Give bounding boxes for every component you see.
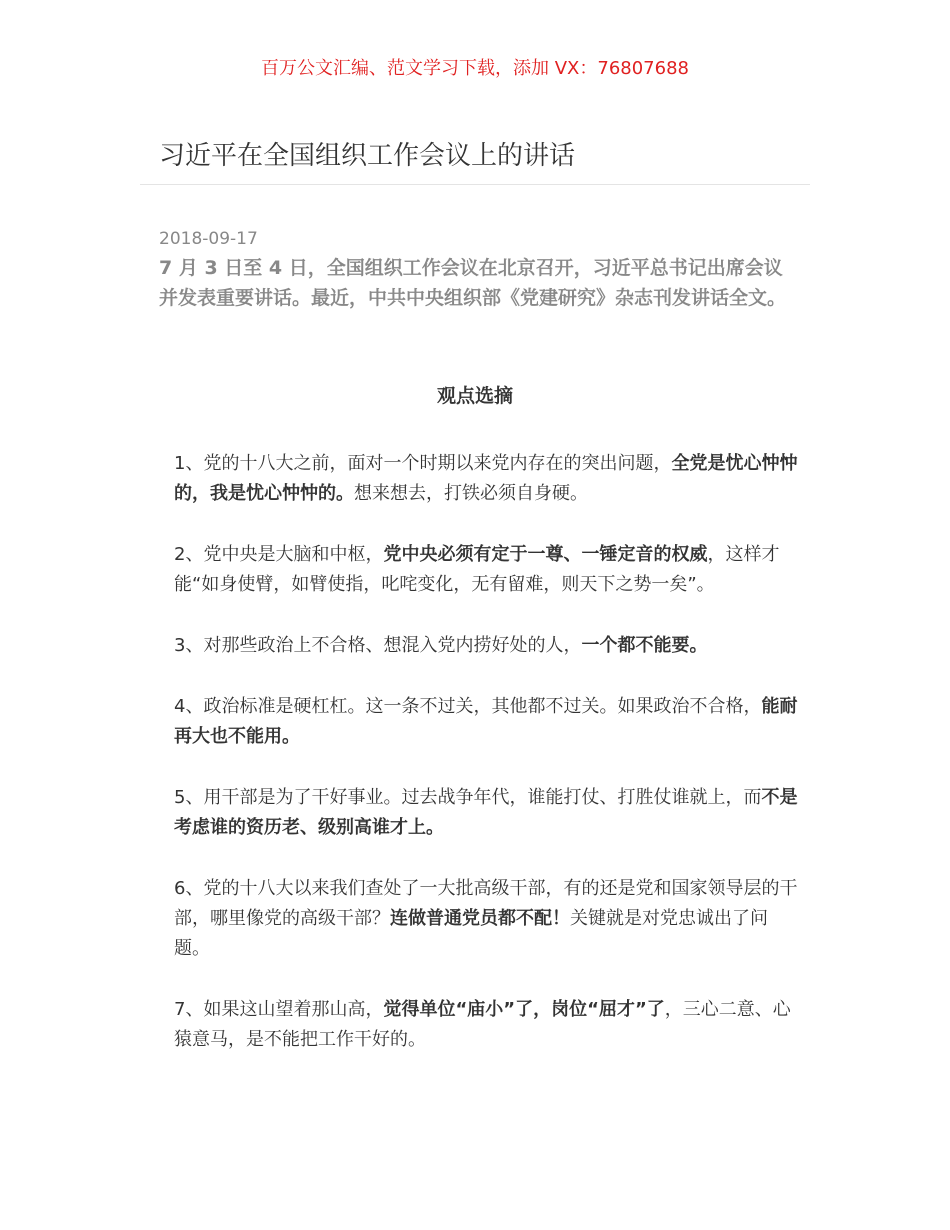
point-text: 4、政治标准是硬杠杠。这一条不过关，其他都不过关。如果政治不合格， xyxy=(174,696,762,717)
point-7 xyxy=(174,995,799,1055)
point-emphasis: 连做普通党员都不配！ xyxy=(390,908,570,929)
point-emphasis: 党中央必须有定于一尊、一锤定音的权威 xyxy=(383,544,708,565)
point-text: 想来想去，打铁必须自身硬。 xyxy=(354,483,588,504)
point-text: 1、党的十八大之前，面对一个时期以来党内存在的突出问题， xyxy=(174,453,672,474)
point-text: ，这样才能“如身使臂，如臂使指，叱咤变化，无有留难，则天下之势一矣”。 xyxy=(174,544,780,595)
point-6 xyxy=(174,874,799,964)
point-text: 关键就是对党忠诚出了问题。 xyxy=(174,908,768,959)
point-text: 6、党的十八大以来我们查处了一大批高级干部，有的还是党和国家领导层的干部，哪里像党的高级干部？ xyxy=(174,878,798,929)
point-4 xyxy=(174,692,799,752)
point-2 xyxy=(174,540,799,600)
point-emphasis: 能耐再大也不能用。 xyxy=(174,696,798,747)
point-emphasis: 不是考虑谁的资历老、级别高谁才上。 xyxy=(174,787,798,838)
point-text: 3、对那些政治上不合格、想混入党内捞好处的人， xyxy=(174,635,582,656)
point-emphasis: 全党是忧心忡忡的，我是忧心忡忡的。 xyxy=(174,453,798,504)
key-points-list xyxy=(174,449,799,1086)
point-emphasis: 一个都不能要。 xyxy=(581,635,708,656)
point-text: ，三心二意、心猿意马，是不能把工作干好的。 xyxy=(174,999,791,1050)
watermark-banner: 百万公文汇编、范文学习下载，添加 VX：76807688 xyxy=(261,58,689,79)
point-1 xyxy=(174,449,799,509)
title-divider xyxy=(140,184,810,185)
point-text: 7、如果这山望着那山高， xyxy=(174,999,384,1020)
point-3 xyxy=(174,631,799,661)
point-text: 5、用干部是为了干好事业。过去战争年代，谁能打仗、打胜仗谁就上，而 xyxy=(174,787,762,808)
section-heading: 观点选摘 xyxy=(436,385,513,407)
point-text: 2、党中央是大脑和中枢， xyxy=(174,544,384,565)
publish-date: 2018-09-17 xyxy=(159,229,258,249)
lead-paragraph: 7 月 3 日至 4 日，全国组织工作会议在北京召开，习近平总书记出席会议并发表重要讲话。最近，中共中央组织部《党建研究》杂志刊发讲话全文。 xyxy=(159,257,787,309)
point-5 xyxy=(174,783,799,843)
point-emphasis: 觉得单位“庙小”了，岗位“屈才”了 xyxy=(383,999,665,1020)
article-title: 习近平在全国组织工作会议上的讲话 xyxy=(159,141,576,171)
